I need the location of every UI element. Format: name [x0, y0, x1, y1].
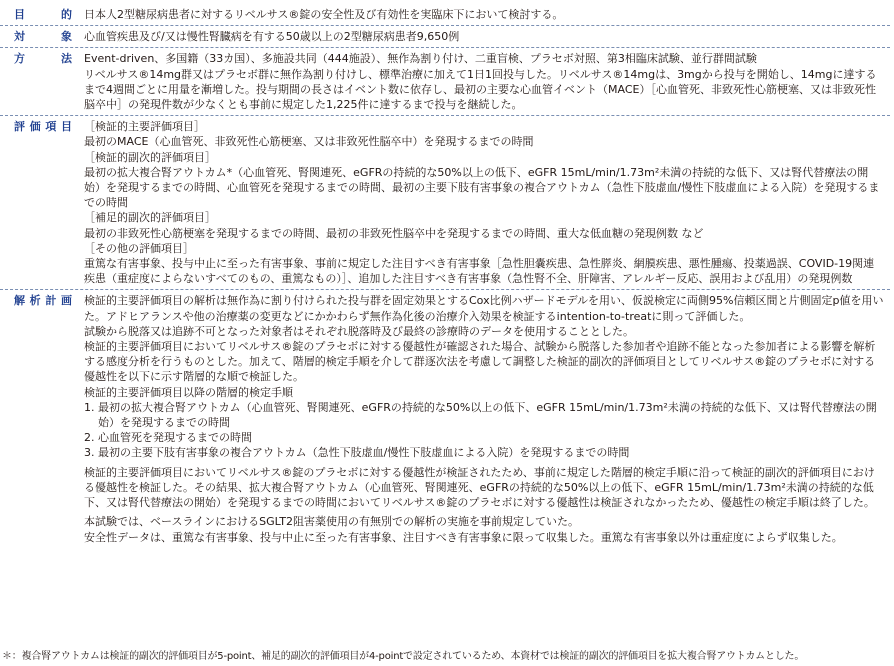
analysis-paragraph: 試験から脱落又は追跡不可となった対象者はそれぞれ脱落時及び最終の診療時のデータを使用することとした。 [84, 324, 634, 338]
section-label-char: 析 [29, 294, 41, 308]
section-purpose [0, 4, 890, 26]
section-label-char: 項 [45, 120, 57, 134]
hierarchy-item: 1. 最初の拡大複合腎アウトカム（心血管死、腎関連死、eGFRの持続的な50%以上の低下、eGFR 15mL/min/1.73m²未満の持続的な低下、又は腎代替療法の開始）を発現するまでの時間 [84, 400, 877, 430]
hierarchy-heading: 検証的主要評価項目以降の階層的検定手順 [84, 385, 293, 399]
confirmatory-secondary-heading: ［検証的副次的評価項目］ [84, 150, 216, 164]
section-label-char: 法 [61, 52, 72, 66]
section-label-char: 目 [14, 8, 25, 21]
other-endpoints-heading: ［その他の評価項目］ [84, 241, 194, 255]
section-label-char: 評 [14, 120, 25, 134]
section-label-char: 的 [61, 8, 72, 21]
analysis-paragraph: 検証的主要評価項目においてリベルサス®錠のプラセボに対する優越性が確認された場合、試験から脱落した参加者や追跡不能となった参加者による影響を解析する感度分析を行うものとした。加えて、階層的検定手順を介して群逐次法を考慮して調整した検証的副次的評価項目としてリベルサス®錠のプラセボに対する優越性を以下に示す階層的な順で検証した。 [84, 340, 876, 384]
section-content [80, 119, 890, 286]
section-methods [0, 48, 890, 116]
section-label [0, 7, 80, 22]
primary-endpoint-text: 最初のMACE（心血管死、非致死性心筋梗塞、又は非致死性脳卒中）を発現するまでの時間 [84, 135, 534, 149]
section-label-char: 象 [61, 30, 72, 44]
methods-design: Event-driven、多国籍（33カ国）、多施設共同（444施設）、無作為割り付け、二重盲検、プラセボ対照、第3相臨床試験、並行群間試験 [84, 52, 757, 66]
section-label [0, 293, 80, 544]
study-design-table [0, 4, 890, 548]
section-content [80, 293, 890, 544]
section-label-char: 対 [14, 30, 25, 44]
supportive-secondary-heading: ［補足的副次的評価項目］ [84, 211, 216, 225]
analysis-paragraph: 安全性データは、重篤な有害事象、投与中止に至った有害事象、注目すべき有害事象に限って収集した。重篤な有害事象以外は重症度によらず収集した。 [84, 530, 843, 544]
section-label-char: 価 [29, 120, 41, 134]
methods-dosing: リベルサス®14mg群又はプラセボ群に無作為割り付けし、標準治療に加えて1日1回投与した。リベルサス®14mgは、3mgから投与を開始し、14mgに達するまで4週間ごとに用量を漸増した。投与期間の長さはイベント数に依存し、最初の主要な心血管イベント（MACE）［心血管死、非致死性心筋梗塞、又は非致死性脳卒中］の発現件数が少なくとも事前に規定した1,225件に達するまで投与を継続した。 [84, 67, 877, 112]
section-endpoints [0, 116, 890, 290]
section-label-char: 計 [45, 294, 57, 308]
confirmatory-secondary-text: 最初の拡大複合腎アウトカム*（心血管死、腎関連死、eGFRの持続的な50%以上の低下、eGFR 15mL/min/1.73m²未満の持続的な低下、又は腎代替療法の開始）を発現するまでの時間、心血管死を発現するまでの時間、最初の主要下肢有害事象の複合アウトカム（急性下肢虚血/慢性下肢虚血による入院）を発現するまでの時間 [84, 165, 880, 210]
hierarchy-item: 2. 心血管死を発現するまでの時間 [84, 431, 252, 445]
section-label-char: 画 [60, 294, 72, 308]
footnote: ＊：複合腎アウトカムは検証的副次的評価項目が5-point、補足的副次的評価項目が4-pointで設定されているため、本資材では検証的副次的評価項目を拡大複合腎アウトカムとした。 [2, 651, 805, 662]
primary-endpoint-heading: ［検証的主要評価項目］ [84, 120, 205, 134]
section-content [80, 29, 890, 44]
section-content [80, 7, 890, 22]
analysis-paragraph: 検証的主要評価項目においてリベルサス®錠のプラセボに対する優越性が検証されたため、事前に規定した階層的検定手順に沿って検証的副次的評価項目における優越性を検証した。その結果、拡大複合腎アウトカム（心血管死、腎関連死、eGFRの持続的な50%以上の低下、eGFR 15mL/min/1.73m²未満の持続的な低下、又は腎代替療法の開始）を発現するまでの時間においてリベルサス®錠のプラセボに対する優越性は検証されなかったため、優越性の検定手順は終了した。 [84, 465, 875, 510]
subjects-text: 心血管疾患及び/又は慢性腎臓病を有する50歳以上の2型糖尿病患者9,650例 [84, 30, 460, 44]
section-analysis-plan [0, 290, 890, 547]
section-label [0, 119, 80, 286]
section-subjects [0, 26, 890, 48]
purpose-text: 日本人2型糖尿病患者に対するリベルサス®錠の安全性及び有効性を実臨床下において検討する。 [84, 8, 564, 21]
hierarchy-item: 3. 最初の主要下肢有害事象の複合アウトカム（急性下肢虚血/慢性下肢虚血による入院）を発現するまでの時間 [84, 446, 630, 460]
section-label-char: 目 [60, 120, 72, 134]
section-label-char: 方 [14, 52, 25, 66]
analysis-paragraph: 本試験では、ベースラインにおけるSGLT2阻害薬使用の有無別での解析の実施を事前規定していた。 [84, 515, 579, 529]
section-label [0, 29, 80, 44]
section-content [80, 51, 890, 112]
section-label-char: 解 [14, 294, 25, 308]
section-label [0, 51, 80, 112]
supportive-secondary-text: 最初の非致死性心筋梗塞を発現するまでの時間、最初の非致死性脳卒中を発現するまでの時間、重大な低血糖の発現例数 など [84, 226, 704, 240]
other-endpoints-text: 重篤な有害事象、投与中止に至った有害事象、事前に規定した注目すべき有害事象［急性胆嚢疾患、急性膵炎、網膜疾患、悪性腫瘍、投薬過誤、COVID-19関連疾患（重症度によらないすべてのもの、重篤なもの）］、追加した注目すべき有害事象（急性腎不全、肝障害、アレルギー反応、誤用および乱用）の発現例数 [84, 257, 875, 286]
analysis-paragraph: 検証的主要評価項目の解析は無作為に割り付けられた投与群を固定効果とするCox比例ハザードモデルを用い、仮説検定に両側95%信頼区間と片側固定p値を用いた。アドヒアランスや他の治療薬の変更などにかかわらず無作為化後の治療介入効果を検証するintention-to-treatに則って評価した。 [84, 294, 884, 323]
